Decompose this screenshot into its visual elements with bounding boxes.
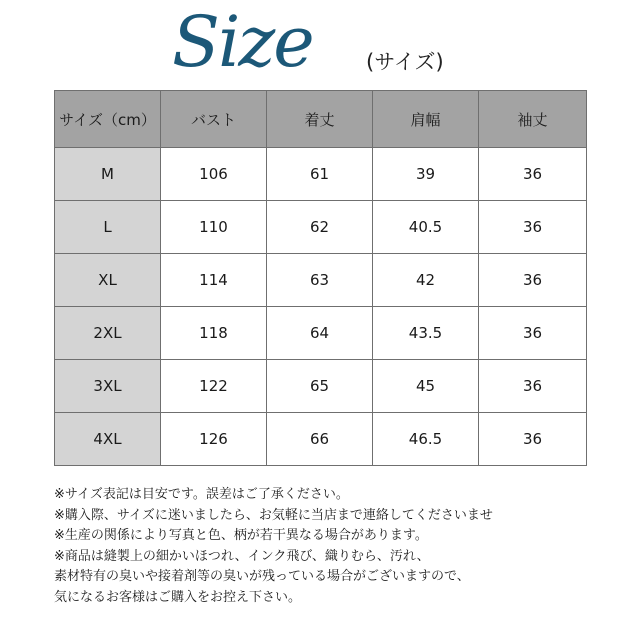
size-subtitle: (サイズ) [366,50,444,74]
sleeve-cell: 36 [479,148,587,201]
sleeve-cell: 36 [479,254,587,307]
table-header-row [55,91,587,148]
bust-cell: 106 [161,148,267,201]
note-line: 素材特有の臭いや接着剤等の臭いが残っている場合がございますので、 [54,569,470,584]
bust-cell: 118 [161,307,267,360]
size-label-cell: 2XL [55,307,161,360]
note-line: ※生産の関係により写真と色、柄が若干異なる場合があります。 [54,528,428,543]
sleeve-cell: 36 [479,413,587,466]
shoulder-cell: 46.5 [373,413,479,466]
bust-cell: 122 [161,360,267,413]
notes-section [54,485,614,608]
title-area [0,0,640,90]
bust-cell: 110 [161,201,267,254]
bust-cell: 114 [161,254,267,307]
header-shoulder: 肩幅 [373,91,479,148]
table-row [55,148,587,201]
note-line: ※サイズ表記は目安です。誤差はご了承ください。 [54,487,349,502]
shoulder-cell: 42 [373,254,479,307]
table-row [55,201,587,254]
size-table [54,90,587,466]
bust-cell: 126 [161,413,267,466]
size-title: Size [172,1,313,83]
length-cell: 63 [267,254,373,307]
length-cell: 66 [267,413,373,466]
sleeve-cell: 36 [479,360,587,413]
header-length: 着丈 [267,91,373,148]
length-cell: 62 [267,201,373,254]
size-label-cell: L [55,201,161,254]
length-cell: 65 [267,360,373,413]
table-row [55,360,587,413]
shoulder-cell: 43.5 [373,307,479,360]
table-row [55,307,587,360]
table-row [55,413,587,466]
length-cell: 61 [267,148,373,201]
size-label-cell: 4XL [55,413,161,466]
header-size: サイズ（cm） [55,91,161,148]
size-label-cell: XL [55,254,161,307]
shoulder-cell: 45 [373,360,479,413]
shoulder-cell: 39 [373,148,479,201]
shoulder-cell: 40.5 [373,201,479,254]
size-label-cell: M [55,148,161,201]
header-bust: バスト [161,91,267,148]
length-cell: 64 [267,307,373,360]
note-line: 気になるお客様はご購入をお控え下さい。 [54,589,302,605]
sleeve-cell: 36 [479,307,587,360]
table-row [55,254,587,307]
note-line: ※商品は縫製上の細かいほつれ、インク飛び、織りむら、汚れ、 [54,548,430,564]
note-line: ※購入際、サイズに迷いましたら、お気軽に当店まで連絡してくださいませ [54,507,493,523]
sleeve-cell: 36 [479,201,587,254]
header-sleeve: 袖丈 [479,91,587,148]
size-label-cell: 3XL [55,360,161,413]
